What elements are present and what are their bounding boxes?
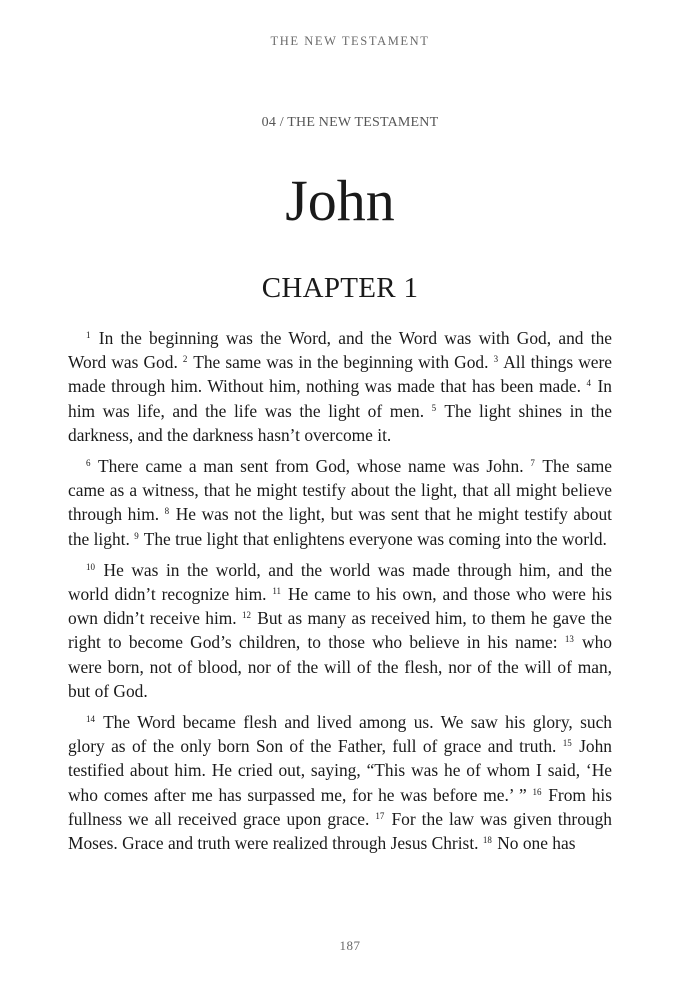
section-label: 04 / THE NEW TESTAMENT bbox=[261, 115, 439, 130]
verse-text: He was not the light, but was sent that he might testify about the light. bbox=[68, 504, 612, 549]
verse-text: The true light that enlightens everyone was coming into the world. bbox=[143, 528, 607, 549]
verse-number: 15 bbox=[562, 738, 572, 749]
book-title: John bbox=[285, 168, 395, 233]
verse-number: 8 bbox=[164, 506, 170, 517]
verse-number: 13 bbox=[564, 634, 574, 645]
verse-number: 5 bbox=[431, 402, 437, 413]
verse-number: 10 bbox=[86, 561, 95, 572]
verse-number: 11 bbox=[272, 586, 282, 597]
verse-text: All things were made through him. Without him, nothing was made that has been made. bbox=[68, 352, 613, 397]
verse-number: 9 bbox=[134, 530, 139, 541]
verse-text: The light shines in the darkness, and the darkness hasn’t overcome it. bbox=[68, 400, 612, 445]
paragraph bbox=[68, 326, 612, 447]
chapter-text bbox=[68, 326, 612, 862]
page-number: 187 bbox=[339, 938, 361, 953]
verse-number: 1 bbox=[86, 330, 91, 340]
verse-text: The same was in the beginning with God. bbox=[193, 352, 494, 373]
paragraph bbox=[68, 454, 612, 551]
verse-number: 16 bbox=[532, 786, 542, 797]
paragraph bbox=[68, 558, 612, 703]
verse-text: In him was life, and the life was the light of men. bbox=[68, 376, 612, 421]
verse-number: 18 bbox=[482, 835, 492, 846]
verse-text: The same came as a witness, that he might testify about the light, that all might believe through him. bbox=[68, 456, 612, 525]
verse-number: 3 bbox=[493, 354, 499, 365]
verse-text: who were born, not of blood, nor of the will of the flesh, nor of the will of man, but of God. bbox=[68, 632, 612, 701]
chapter-title: CHAPTER 1 bbox=[261, 272, 419, 304]
verse-number: 2 bbox=[182, 354, 188, 365]
verse-text: For the law was given through Moses. Grace and truth were realized through Jesus Christ. bbox=[68, 808, 612, 854]
verse-number: 17 bbox=[375, 810, 385, 821]
verse-text: No one has bbox=[497, 833, 576, 854]
verse-text: There came a man sent from God, whose name was John. bbox=[98, 456, 531, 477]
verse-text: But as many as received him, to them he gave the right to become God’s children, to those who believe in his name: bbox=[68, 608, 612, 653]
verse-text: He was in the world, and the world was made through him, and the world didn’t recognize him. bbox=[68, 559, 612, 605]
verse-text: The Word became flesh and lived among us. We saw his glory, such glory as of the only born Son of the Father, full of grace and truth. bbox=[68, 712, 612, 757]
running-header: THE NEW TESTAMENT bbox=[270, 34, 430, 48]
verse-number: 14 bbox=[86, 714, 95, 725]
verse-text: He came to his own, and those who were his own didn’t receive him. bbox=[68, 584, 612, 629]
verse-text: From his fullness we all received grace upon grace. bbox=[68, 784, 612, 829]
verse-number: 6 bbox=[86, 458, 91, 469]
verse-number: 4 bbox=[586, 378, 591, 389]
verse-number: 12 bbox=[241, 610, 251, 621]
verse-number: 7 bbox=[530, 458, 535, 469]
paragraph bbox=[68, 710, 612, 855]
verse-text: In the beginning was the Word, and the Word was with God, and the Word was God. bbox=[68, 328, 612, 373]
verse-text: John testified about him. He cried out, saying, “This was he of whom I said, ‘He who comes after me has surpassed me, for he was before me.’ ” bbox=[68, 736, 612, 805]
